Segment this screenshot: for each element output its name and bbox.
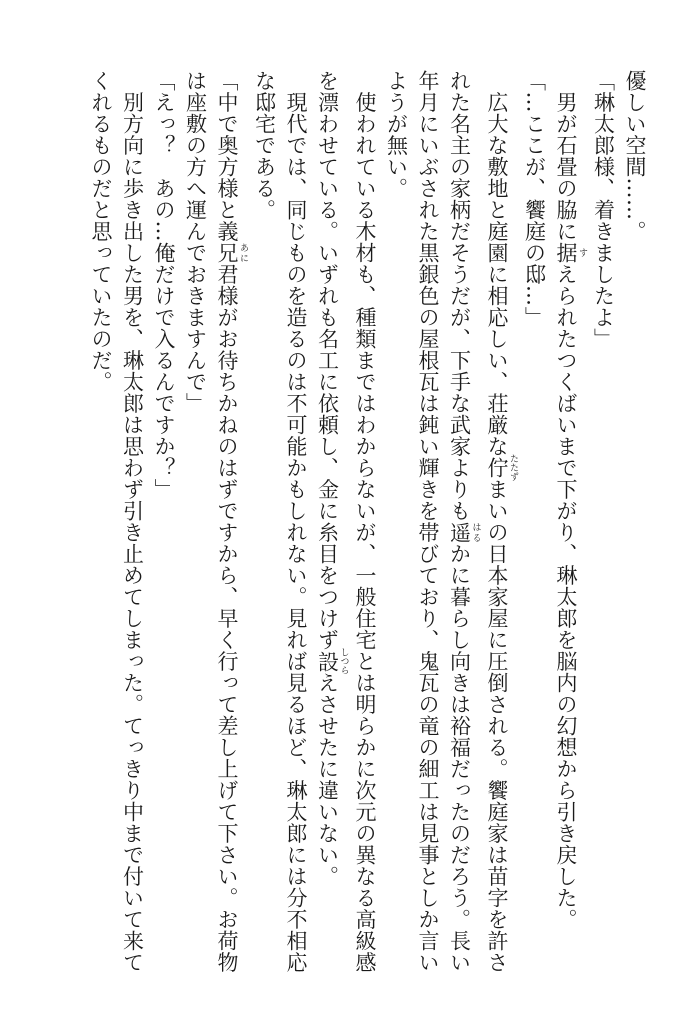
text-line <box>619 70 651 950</box>
text-segment: まいの日本家屋に圧倒される。饗庭家は苗字を許さ <box>485 478 509 973</box>
ruby-reading: しつら <box>338 647 349 675</box>
text-segment: 「…ここが、饗庭の邸…」 <box>522 70 547 328</box>
text-line <box>380 70 412 950</box>
text-segment: 「えっ？ あの…俺だけで入るんですか？」 <box>152 70 176 500</box>
text-line <box>179 70 211 950</box>
text-line <box>248 70 280 950</box>
ruby-annotation <box>215 242 248 264</box>
text-segment: 男が石畳の脇に <box>554 70 578 242</box>
ruby-base: 佇 <box>485 454 509 482</box>
text-line <box>587 70 619 950</box>
ruby-base: 兄 <box>215 242 239 264</box>
text-segment: えられたつくばいまで下がり、琳太郎を脳内の幻想から引き戻した。 <box>554 263 578 930</box>
text-segment: 年月にいぶされた黒銀色の屋根瓦は鈍い輝きを帯びており、鬼瓦の竜の細工は見事としか言い <box>416 70 440 973</box>
text-line <box>481 70 519 973</box>
text-segment: かに暮らし向きは裕福だったのだろう。長い <box>447 543 472 973</box>
ruby-base: 遥 <box>447 521 472 543</box>
text-segment: 別方向に歩き出した男を、琳太郎は思わず引き止めてしまった。てっきり中まで付いて来て <box>120 70 145 973</box>
text-line <box>443 70 481 973</box>
text-segment: 君様がお待ちかねのはずですから、早く行って差し上げて下さい。お荷物 <box>215 263 239 973</box>
text-line <box>85 70 117 950</box>
vertical-text-body <box>85 70 651 973</box>
text-segment: な邸宅である。 <box>252 70 277 221</box>
ruby-reading: たたず <box>508 454 518 482</box>
text-segment: を漂わせている。いずれも名工に依頼し、金に糸目をつけず <box>315 70 340 651</box>
ruby-reading: はる <box>470 521 481 543</box>
ruby-annotation <box>447 521 481 544</box>
text-segment: 「琳太郎様、着きましたよ」 <box>591 70 616 350</box>
text-segment: 優しい空間……。 <box>623 70 647 242</box>
text-line <box>349 70 381 973</box>
text-line <box>412 70 444 973</box>
text-line <box>116 70 148 973</box>
text-line <box>148 70 180 950</box>
ruby-reading: あに <box>238 242 248 264</box>
text-segment: えさせたに違いない。 <box>315 672 340 887</box>
text-segment: 使われている木材も、種類まではわからないが、一般住宅とは明らかに次元の異なる高級感 <box>353 70 377 973</box>
ruby-annotation <box>554 242 587 264</box>
text-line <box>280 70 312 973</box>
text-line <box>311 70 349 950</box>
ruby-base: 据 <box>554 242 578 264</box>
text-segment: ようが無い。 <box>384 70 409 199</box>
text-segment: くれるものだと思っていたのだ。 <box>89 70 113 393</box>
text-segment: れた名主の家柄だそうだが、下手な武家よりも <box>447 70 472 522</box>
ruby-annotation <box>485 454 518 482</box>
text-segment: 「中で奥方様と義 <box>215 70 239 242</box>
text-line <box>518 70 550 950</box>
ruby-annotation <box>315 647 349 675</box>
text-line <box>211 70 249 973</box>
text-segment: 現代では、同じものを造るのは不可能かもしれない。見れば見るほど、琳太郎には分不相応 <box>284 70 308 973</box>
text-segment: 広大な敷地と庭園に相応しい、荘厳な <box>485 70 509 457</box>
text-segment: は座敷の方へ運んでおきますんで」 <box>183 70 208 414</box>
text-line <box>550 70 588 950</box>
ruby-base: 設 <box>315 647 340 675</box>
ruby-reading: す <box>577 242 587 264</box>
